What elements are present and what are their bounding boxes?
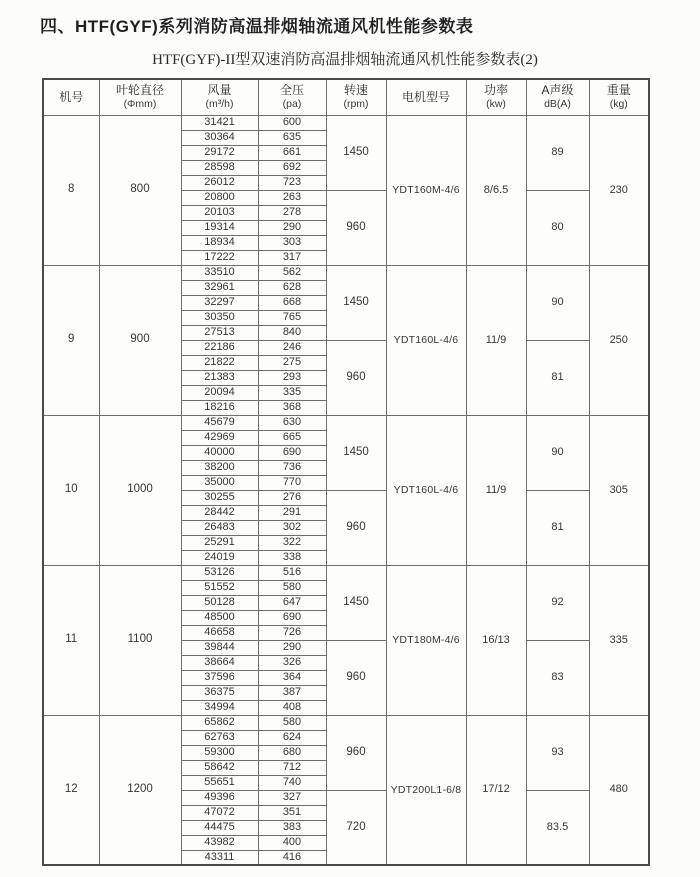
column-label: 机号 — [59, 89, 84, 104]
cell-weight: 480 — [589, 715, 649, 865]
cell-noise-level: 93 — [526, 715, 589, 790]
cell-power: 11/9 — [466, 415, 526, 565]
cell-total-pressure: 327 — [258, 790, 326, 805]
cell-airflow: 43982 — [181, 835, 258, 850]
cell-total-pressure: 580 — [258, 715, 326, 730]
cell-machine-no: 8 — [43, 115, 99, 265]
column-header-total-pressure — [258, 79, 326, 115]
cell-airflow: 31421 — [181, 115, 258, 130]
cell-total-pressure: 516 — [258, 565, 326, 580]
cell-total-pressure: 628 — [258, 280, 326, 295]
cell-total-pressure: 302 — [258, 520, 326, 535]
cell-speed: 960 — [326, 190, 386, 265]
column-header-speed — [326, 79, 386, 115]
cell-total-pressure: 740 — [258, 775, 326, 790]
cell-noise-level: 81 — [526, 340, 589, 415]
cell-airflow: 32961 — [181, 280, 258, 295]
cell-total-pressure: 630 — [258, 415, 326, 430]
cell-airflow: 17222 — [181, 250, 258, 265]
cell-total-pressure: 263 — [258, 190, 326, 205]
cell-airflow: 20094 — [181, 385, 258, 400]
table-row — [43, 715, 649, 730]
cell-power: 8/6.5 — [466, 115, 526, 265]
column-label: 转速 — [343, 83, 368, 98]
cell-total-pressure: 364 — [258, 670, 326, 685]
column-label: 电机型号 — [401, 89, 450, 104]
column-unit: (kw) — [486, 98, 506, 111]
column-header-airflow — [181, 79, 258, 115]
column-label: 叶轮直径 — [115, 83, 164, 98]
cell-airflow: 44475 — [181, 820, 258, 835]
cell-airflow: 32297 — [181, 295, 258, 310]
cell-total-pressure: 692 — [258, 160, 326, 175]
cell-total-pressure: 338 — [258, 550, 326, 565]
cell-airflow: 45679 — [181, 415, 258, 430]
cell-machine-no: 12 — [43, 715, 99, 865]
cell-airflow: 48500 — [181, 610, 258, 625]
table-row — [43, 265, 649, 280]
cell-total-pressure: 351 — [258, 805, 326, 820]
table-row — [43, 415, 649, 430]
cell-noise-level: 83.5 — [526, 790, 589, 865]
cell-impeller-diameter: 1000 — [99, 415, 181, 565]
page-title: 四、HTF(GYF)系列消防高温排烟轴流通风机性能参数表 — [40, 17, 474, 36]
cell-airflow: 20103 — [181, 205, 258, 220]
cell-airflow: 47072 — [181, 805, 258, 820]
cell-speed: 960 — [326, 715, 386, 790]
cell-airflow: 36375 — [181, 685, 258, 700]
cell-motor-model: YDT160L-4/6 — [386, 415, 466, 565]
cell-total-pressure: 322 — [258, 535, 326, 550]
cell-airflow: 27513 — [181, 325, 258, 340]
cell-total-pressure: 368 — [258, 400, 326, 415]
column-header-impeller-diameter — [99, 79, 181, 115]
cell-airflow: 35000 — [181, 475, 258, 490]
cell-motor-model: YDT200L1-6/8 — [386, 715, 466, 865]
cell-total-pressure: 278 — [258, 205, 326, 220]
cell-airflow: 26483 — [181, 520, 258, 535]
cell-total-pressure: 293 — [258, 370, 326, 385]
cell-weight: 230 — [589, 115, 649, 265]
cell-total-pressure: 712 — [258, 760, 326, 775]
cell-total-pressure: 408 — [258, 700, 326, 715]
cell-machine-no: 10 — [43, 415, 99, 565]
cell-airflow: 39844 — [181, 640, 258, 655]
cell-noise-level: 89 — [526, 115, 589, 190]
cell-total-pressure: 635 — [258, 130, 326, 145]
cell-airflow: 28442 — [181, 505, 258, 520]
column-unit: dB(A) — [544, 98, 571, 111]
cell-weight: 305 — [589, 415, 649, 565]
cell-power: 17/12 — [466, 715, 526, 865]
cell-airflow: 24019 — [181, 550, 258, 565]
cell-total-pressure: 680 — [258, 745, 326, 760]
cell-airflow: 34994 — [181, 700, 258, 715]
cell-airflow: 29172 — [181, 145, 258, 160]
column-header-motor-model — [386, 79, 466, 115]
cell-total-pressure: 317 — [258, 250, 326, 265]
column-header-noise-level — [526, 79, 589, 115]
cell-total-pressure: 665 — [258, 430, 326, 445]
cell-impeller-diameter: 900 — [99, 265, 181, 415]
cell-total-pressure: 840 — [258, 325, 326, 340]
cell-impeller-diameter: 1100 — [99, 565, 181, 715]
cell-total-pressure: 562 — [258, 265, 326, 280]
cell-airflow: 49396 — [181, 790, 258, 805]
column-label: A声级 — [541, 83, 574, 98]
cell-airflow: 30350 — [181, 310, 258, 325]
cell-airflow: 19314 — [181, 220, 258, 235]
cell-airflow: 28598 — [181, 160, 258, 175]
cell-airflow: 53126 — [181, 565, 258, 580]
performance-table — [42, 78, 650, 866]
cell-total-pressure: 770 — [258, 475, 326, 490]
cell-total-pressure: 765 — [258, 310, 326, 325]
cell-noise-level: 83 — [526, 640, 589, 715]
cell-airflow: 40000 — [181, 445, 258, 460]
cell-motor-model: YDT180M-4/6 — [386, 565, 466, 715]
cell-total-pressure: 400 — [258, 835, 326, 850]
cell-airflow: 38200 — [181, 460, 258, 475]
cell-airflow: 21383 — [181, 370, 258, 385]
cell-impeller-diameter: 800 — [99, 115, 181, 265]
cell-airflow: 25291 — [181, 535, 258, 550]
cell-speed: 1450 — [326, 265, 386, 340]
cell-speed: 960 — [326, 640, 386, 715]
column-label: 风量 — [207, 83, 232, 98]
cell-total-pressure: 303 — [258, 235, 326, 250]
cell-airflow: 37596 — [181, 670, 258, 685]
cell-motor-model: YDT160L-4/6 — [386, 265, 466, 415]
cell-total-pressure: 275 — [258, 355, 326, 370]
cell-airflow: 21822 — [181, 355, 258, 370]
cell-total-pressure: 290 — [258, 220, 326, 235]
cell-airflow: 51552 — [181, 580, 258, 595]
cell-airflow: 30364 — [181, 130, 258, 145]
cell-airflow: 33510 — [181, 265, 258, 280]
cell-speed: 1450 — [326, 565, 386, 640]
cell-total-pressure: 661 — [258, 145, 326, 160]
cell-total-pressure: 600 — [258, 115, 326, 130]
cell-airflow: 30255 — [181, 490, 258, 505]
table-header — [43, 79, 649, 115]
cell-total-pressure: 624 — [258, 730, 326, 745]
cell-power: 16/13 — [466, 565, 526, 715]
cell-total-pressure: 335 — [258, 385, 326, 400]
table-row — [43, 115, 649, 130]
cell-noise-level: 90 — [526, 415, 589, 490]
cell-airflow: 43311 — [181, 850, 258, 865]
cell-speed: 1450 — [326, 115, 386, 190]
cell-airflow: 65862 — [181, 715, 258, 730]
cell-noise-level: 80 — [526, 190, 589, 265]
cell-airflow: 18216 — [181, 400, 258, 415]
column-unit: (m³/h) — [205, 98, 234, 111]
column-header-weight — [589, 79, 649, 115]
cell-airflow: 22186 — [181, 340, 258, 355]
cell-total-pressure: 290 — [258, 640, 326, 655]
cell-impeller-diameter: 1200 — [99, 715, 181, 865]
cell-speed: 960 — [326, 490, 386, 565]
cell-speed: 720 — [326, 790, 386, 865]
cell-airflow: 18934 — [181, 235, 258, 250]
cell-airflow: 26012 — [181, 175, 258, 190]
page-subtitle: HTF(GYF)-II型双速消防高温排烟轴流通风机性能参数表(2) — [152, 52, 538, 68]
cell-speed: 1450 — [326, 415, 386, 490]
cell-machine-no: 9 — [43, 265, 99, 415]
cell-total-pressure: 668 — [258, 295, 326, 310]
column-label: 功率 — [483, 83, 508, 98]
column-header-power — [466, 79, 526, 115]
column-unit: (pa) — [282, 98, 302, 111]
cell-airflow: 62763 — [181, 730, 258, 745]
cell-airflow: 59300 — [181, 745, 258, 760]
cell-weight: 250 — [589, 265, 649, 415]
cell-airflow: 55651 — [181, 775, 258, 790]
table-body — [43, 115, 649, 865]
cell-total-pressure: 276 — [258, 490, 326, 505]
cell-total-pressure: 726 — [258, 625, 326, 640]
column-label: 全压 — [279, 83, 304, 98]
column-label: 重量 — [606, 83, 631, 98]
cell-total-pressure: 647 — [258, 595, 326, 610]
cell-total-pressure: 723 — [258, 175, 326, 190]
column-unit: (Φmm) — [123, 98, 157, 111]
cell-total-pressure: 383 — [258, 820, 326, 835]
cell-total-pressure: 690 — [258, 445, 326, 460]
column-unit: (rpm) — [343, 98, 369, 111]
table-row — [43, 565, 649, 580]
cell-noise-level: 92 — [526, 565, 589, 640]
cell-total-pressure: 690 — [258, 610, 326, 625]
cell-noise-level: 81 — [526, 490, 589, 565]
cell-airflow: 46658 — [181, 625, 258, 640]
cell-motor-model: YDT160M-4/6 — [386, 115, 466, 265]
header-row — [43, 79, 649, 115]
cell-total-pressure: 416 — [258, 850, 326, 865]
column-header-machine-no — [43, 79, 99, 115]
cell-total-pressure: 736 — [258, 460, 326, 475]
cell-airflow: 38664 — [181, 655, 258, 670]
cell-speed: 960 — [326, 340, 386, 415]
cell-airflow: 42969 — [181, 430, 258, 445]
cell-noise-level: 90 — [526, 265, 589, 340]
cell-power: 11/9 — [466, 265, 526, 415]
cell-airflow: 50128 — [181, 595, 258, 610]
cell-airflow: 58642 — [181, 760, 258, 775]
cell-total-pressure: 291 — [258, 505, 326, 520]
cell-total-pressure: 246 — [258, 340, 326, 355]
cell-weight: 335 — [589, 565, 649, 715]
cell-machine-no: 11 — [43, 565, 99, 715]
cell-total-pressure: 326 — [258, 655, 326, 670]
cell-airflow: 20800 — [181, 190, 258, 205]
column-unit: (kg) — [609, 98, 628, 111]
cell-total-pressure: 580 — [258, 580, 326, 595]
cell-total-pressure: 387 — [258, 685, 326, 700]
